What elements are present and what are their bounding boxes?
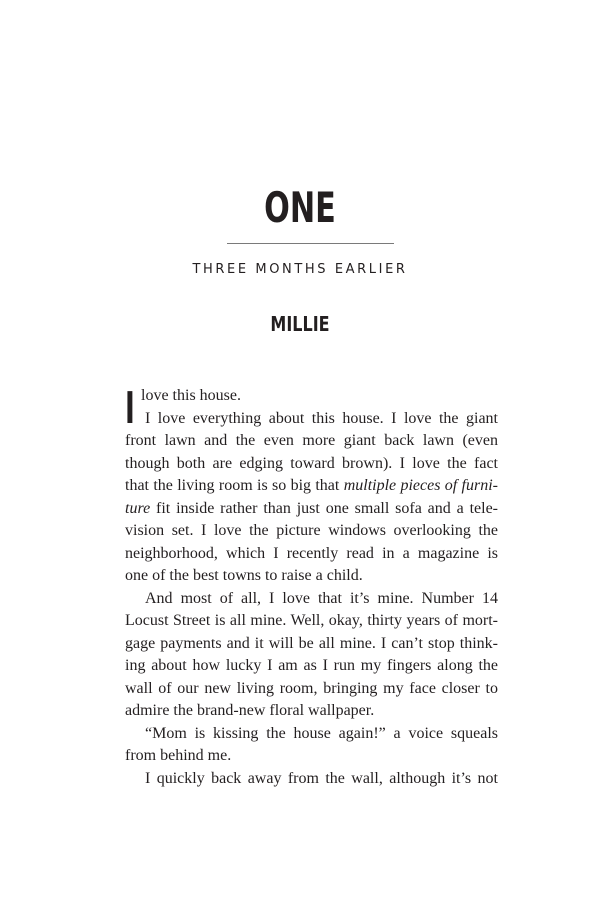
text-line: vision set. I love the picture windows overlooking the xyxy=(125,522,498,539)
chapter-divider-rule xyxy=(227,243,394,244)
drop-cap: I xyxy=(125,383,135,434)
text-line: Locust Street is all mine. Well, okay, thirty years of mort- xyxy=(125,612,498,629)
chapter-narrator: MILLIE xyxy=(270,312,330,336)
text-line: that the living room is so big that multiple pieces of furni- xyxy=(125,477,499,494)
chapter-number: ONE xyxy=(264,183,336,232)
text-line: neighborhood, which I recently read in a magazine is xyxy=(125,544,498,562)
text-line: ing about how lucky I am as I run my fingers along the xyxy=(125,657,498,674)
italic-text: multiple pieces of furni- xyxy=(343,477,499,494)
text-line: I quickly back away from the wall, although it’s not xyxy=(145,769,498,787)
text-line: love this house. xyxy=(141,387,241,404)
text-line: though both are edging toward brown). I love the fact xyxy=(125,454,498,472)
text-line: ture fit inside rather than just one small sofa and a tele- xyxy=(125,499,498,517)
text-line: “Mom is kissing the house again!” a voice squeals xyxy=(145,724,498,742)
text-line: gage payments and it will be all mine. I can’t stop think- xyxy=(125,634,498,652)
text-line: wall of our new living room, bringing my face closer to xyxy=(125,679,498,697)
text-line: admire the brand-new floral wallpaper. xyxy=(125,702,375,719)
text-line: And most of all, I love that it’s mine. Number 14 xyxy=(145,589,498,607)
text-line: I love everything about this house. I love the giant xyxy=(145,409,498,427)
text-line: one of the best towns to raise a child. xyxy=(125,567,363,584)
text-line: from behind me. xyxy=(125,747,232,764)
text-line: front lawn and the even more giant back lawn (even xyxy=(125,432,498,449)
chapter-time-label: THREE MONTHS EARLIER xyxy=(192,262,408,277)
chapter-body-text xyxy=(125,385,498,790)
italic-text: ture xyxy=(125,499,151,517)
